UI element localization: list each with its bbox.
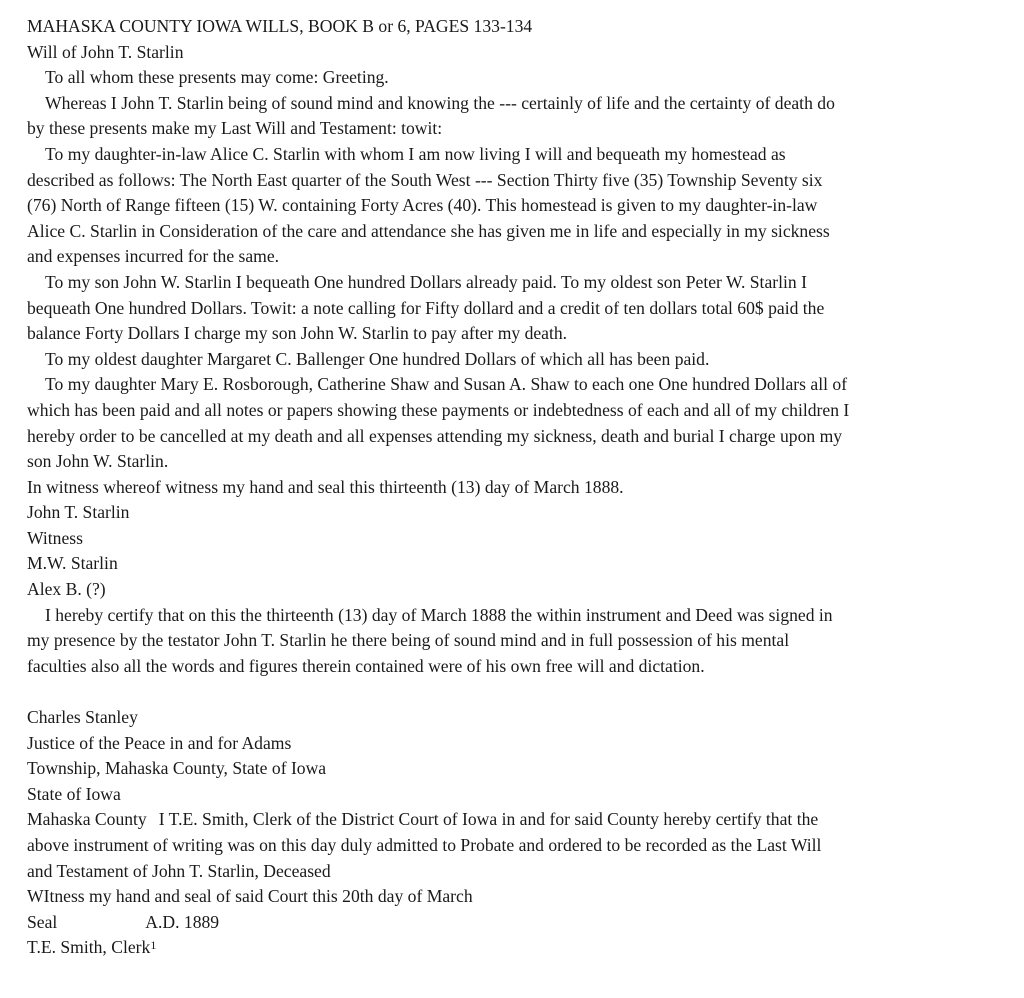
witness-name-1: M.W. Starlin xyxy=(27,553,118,574)
paragraph-line: To my daughter-in-law Alice C. Starlin with whom I am now living I will and bequeath my homestead as xyxy=(45,143,786,164)
paragraph-line: by these presents make my Last Will and Testament: towit: xyxy=(27,118,443,139)
paragraph-line: hereby order to be cancelled at my death and all expenses attending my sickness, death and burial I charge upon my xyxy=(27,425,843,446)
greeting-line: To all whom these presents may come: Greeting. xyxy=(45,67,389,88)
seal-year: A.D. 1889 xyxy=(145,911,220,932)
witness-name-2: Alex B. (?) xyxy=(27,579,106,600)
paragraph-line: described as follows: The North East quarter of the South West --- Section Thirty five (35) Township Seventy six xyxy=(27,169,823,190)
clerk-name: T.E. Smith, Clerk xyxy=(27,937,151,958)
clerk-cert-text: I T.E. Smith, Clerk of the District Court of Iowa in and for said County hereby certify that the xyxy=(158,809,819,830)
paragraph-line: To my son John W. Starlin I bequeath One hundred Dollars already paid. To my oldest son Peter W. Starlin I xyxy=(45,271,807,292)
justice-name: Charles Stanley xyxy=(27,707,138,728)
signatory-name: John T. Starlin xyxy=(27,502,130,523)
paragraph-line: To my oldest daughter Margaret C. Ballenger One hundred Dollars of which all has been paid. xyxy=(45,348,710,369)
clerk-certification-line-1 xyxy=(27,807,1012,833)
seal-line xyxy=(27,910,1012,936)
certification-line: my presence by the testator John T. Starlin he there being of sound mind and in full possession of his mental xyxy=(27,630,790,651)
seal-label: Seal xyxy=(27,911,58,932)
footnote-marker: 1 xyxy=(150,938,157,953)
blank-spacer xyxy=(27,679,1012,705)
certification-line: faculties also all the words and figures therein contained were of his own free will and dictation. xyxy=(27,655,705,676)
paragraph-line: Whereas I John T. Starlin being of sound mind and knowing the --- certainly of life and the certainty of death do xyxy=(45,92,835,113)
court-witness-line: WItness my hand and seal of said Court this 20th day of March xyxy=(27,886,473,907)
paragraph-line: Alice C. Starlin in Consideration of the care and attendance she has given me in life and especially in my sickness xyxy=(27,220,830,241)
document-heading: MAHASKA COUNTY IOWA WILLS, BOOK B or 6, PAGES 133-134 xyxy=(27,16,533,36)
justice-title-line: Justice of the Peace in and for Adams xyxy=(27,732,292,753)
clerk-signature-line xyxy=(27,935,1012,961)
paragraph-line: To my daughter Mary E. Rosborough, Catherine Shaw and Susan A. Shaw to each one One hundred Dollars all of xyxy=(45,374,848,395)
will-title: Will of John T. Starlin xyxy=(27,41,184,62)
certification-line: I hereby certify that on this the thirteenth (13) day of March 1888 the within instrument and Deed was signed in xyxy=(45,604,833,625)
clerk-certification-line: and Testament of John T. Starlin, Deceased xyxy=(27,860,331,881)
clerk-certification-line: above instrument of writing was on this day duly admitted to Probate and ordered to be recorded as the Last Will xyxy=(27,835,822,855)
paragraph-line: balance Forty Dollars I charge my son John W. Starlin to pay after my death. xyxy=(27,323,568,344)
paragraph-line: which has been paid and all notes or papers showing these payments or indebtedness of each and all of my children I xyxy=(27,399,850,420)
paragraph-line: bequeath One hundred Dollars. Towit: a note calling for Fifty dollard and a credit of ten dollars total 60$ paid the xyxy=(27,297,825,318)
witness-whereof-line: In witness whereof witness my hand and seal this thirteenth (13) day of March 1888. xyxy=(27,476,624,497)
paragraph-line: (76) North of Range fifteen (15) W. containing Forty Acres (40). This homestead is given to my daughter-in-law xyxy=(27,195,818,216)
paragraph-line: son John W. Starlin. xyxy=(27,451,169,472)
county-label: Mahaska County xyxy=(27,809,147,830)
paragraph-line: and expenses incurred for the same. xyxy=(27,246,280,267)
witness-label: Witness xyxy=(27,527,83,548)
justice-title-line: Township, Mahaska County, State of Iowa xyxy=(27,758,327,779)
will-document xyxy=(27,14,1012,961)
state-line: State of Iowa xyxy=(27,783,121,804)
